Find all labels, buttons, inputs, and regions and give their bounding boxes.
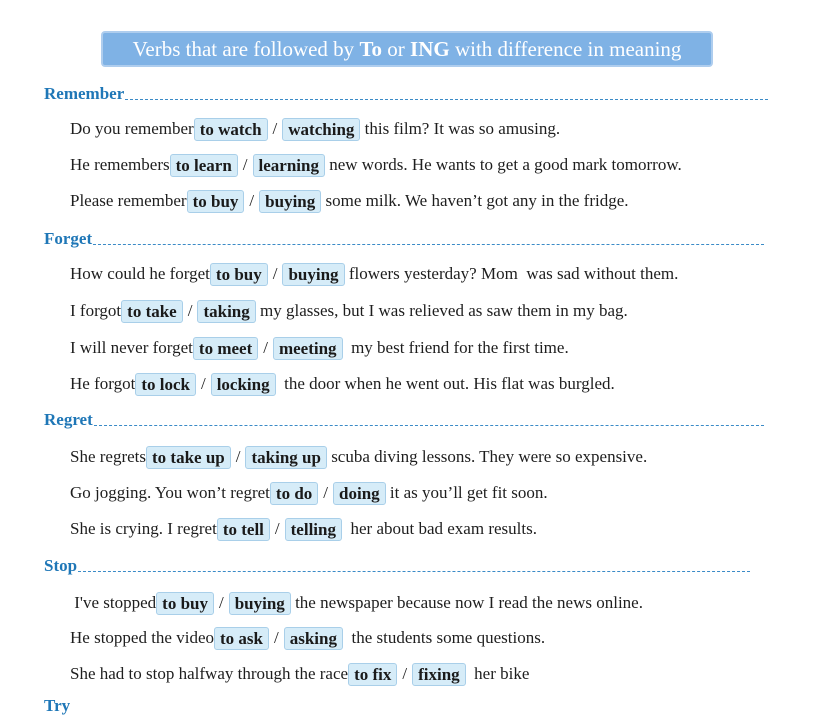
sentence-before: I will never forget <box>70 338 193 357</box>
option-ing[interactable]: asking <box>284 627 343 650</box>
slash: / <box>249 191 255 210</box>
sentence-row <box>70 372 615 396</box>
sentence-after: it as you’ll get fit soon. <box>385 483 548 502</box>
sentence-after: her bike <box>465 664 530 683</box>
option-ing[interactable]: telling <box>285 518 342 541</box>
sentence-after: her about bad exam results. <box>341 519 537 538</box>
option-ing[interactable]: meeting <box>273 337 343 360</box>
option-ing[interactable]: buying <box>282 263 344 286</box>
sentence-before: Do you remember <box>70 119 194 138</box>
option-ing[interactable]: taking up <box>245 446 326 469</box>
title-to: To <box>359 36 383 61</box>
option-to[interactable]: to meet <box>193 337 258 360</box>
slash: / <box>272 264 278 283</box>
sentence-after: some milk. We haven’t got any in the fridge. <box>321 191 629 210</box>
sentence-before: She had to stop halfway through the race <box>70 664 349 683</box>
option-to[interactable]: to do <box>270 482 318 505</box>
slash: / <box>263 338 268 357</box>
sentence-row <box>70 445 647 469</box>
section-heading-label: Forget <box>44 229 93 248</box>
section-heading-regret <box>44 410 764 430</box>
sentence-before: Please remember <box>70 191 187 210</box>
slash: / <box>272 119 278 138</box>
sentence-row <box>70 117 560 141</box>
sentence-after: this film? It was so amusing. <box>360 119 561 138</box>
sentence-before: I forgot <box>70 301 122 320</box>
section-heading-label: Try <box>44 696 71 715</box>
section-heading-label: Stop <box>44 556 78 575</box>
option-to[interactable]: to buy <box>187 190 245 213</box>
sentence-after: scuba diving lessons. They were so expensive. <box>326 447 648 466</box>
option-to[interactable]: to tell <box>217 518 270 541</box>
slash: / <box>323 483 329 502</box>
dashed-rule <box>125 99 768 100</box>
slash: / <box>200 374 206 393</box>
section-heading-label: Regret <box>44 410 93 429</box>
section-heading-try-cut <box>44 696 84 715</box>
option-to[interactable]: to fix <box>348 663 397 686</box>
sentence-before: He forgot <box>70 374 136 393</box>
slash: / <box>218 593 224 612</box>
option-ing[interactable]: locking <box>211 373 276 396</box>
sentence-row <box>70 662 529 686</box>
sentence-row <box>70 481 548 505</box>
option-to[interactable]: to lock <box>135 373 196 396</box>
sentence-after: the students some questions. <box>342 628 546 647</box>
sentence-after: the newspaper because now I read the news online. <box>290 593 643 612</box>
slash: / <box>273 628 279 647</box>
option-ing[interactable]: fixing <box>412 663 466 686</box>
option-ing[interactable]: buying <box>229 592 291 615</box>
dashed-rule <box>94 425 764 426</box>
worksheet-title <box>101 31 713 67</box>
title-ing: ING <box>410 36 450 61</box>
option-ing[interactable]: watching <box>282 118 360 141</box>
title-or: or <box>382 36 411 61</box>
option-to[interactable]: to watch <box>194 118 268 141</box>
sentence-after: new words. He wants to get a good mark tomorrow. <box>324 155 682 174</box>
sentence-row <box>70 189 629 213</box>
sentence-before: Go jogging. You won’t regret <box>70 483 270 502</box>
slash: / <box>187 301 193 320</box>
sentence-before: I've stopped <box>70 593 157 612</box>
option-to[interactable]: to take <box>121 300 183 323</box>
option-ing[interactable]: learning <box>253 154 325 177</box>
sentence-row <box>70 153 682 177</box>
sentence-after: the door when he went out. His flat was burgled. <box>275 374 615 393</box>
option-to[interactable]: to learn <box>170 154 238 177</box>
section-heading-label: Remember <box>44 84 125 103</box>
option-to[interactable]: to buy <box>210 263 268 286</box>
sentence-before: He remembers <box>70 155 170 174</box>
option-ing[interactable]: taking <box>197 300 255 323</box>
slash: / <box>274 519 280 538</box>
sentence-before: She is crying. I regret <box>70 519 217 538</box>
sentence-after: my glasses, but I was relieved as saw them in my bag. <box>255 301 628 320</box>
option-to[interactable]: to buy <box>156 592 214 615</box>
option-to[interactable]: to take up <box>146 446 231 469</box>
slash: / <box>235 447 241 466</box>
sentence-row <box>70 336 569 360</box>
title-part2: with difference in meaning <box>449 36 682 61</box>
slash: / <box>402 664 408 683</box>
section-heading-remember <box>44 84 768 104</box>
sentence-before: She regrets <box>70 447 147 466</box>
sentence-row <box>70 299 628 323</box>
sentence-before: How could he forget <box>70 264 210 283</box>
slash: / <box>242 155 248 174</box>
sentence-row <box>70 626 545 650</box>
sentence-row <box>70 591 643 615</box>
dashed-rule <box>78 571 750 572</box>
sentence-after: my best friend for the first time. <box>342 338 569 357</box>
sentence-row <box>70 262 678 286</box>
section-heading-forget <box>44 229 764 249</box>
sentence-after: flowers yesterday? Mom was sad without them. <box>344 264 679 283</box>
sentence-before: He stopped the video <box>70 628 214 647</box>
dashed-rule <box>93 244 764 245</box>
option-ing[interactable]: doing <box>333 482 386 505</box>
sentence-row <box>70 517 537 541</box>
section-heading-stop <box>44 556 750 576</box>
title-part1: Verbs that are followed by <box>132 36 360 61</box>
option-to[interactable]: to ask <box>214 627 269 650</box>
option-ing[interactable]: buying <box>259 190 321 213</box>
